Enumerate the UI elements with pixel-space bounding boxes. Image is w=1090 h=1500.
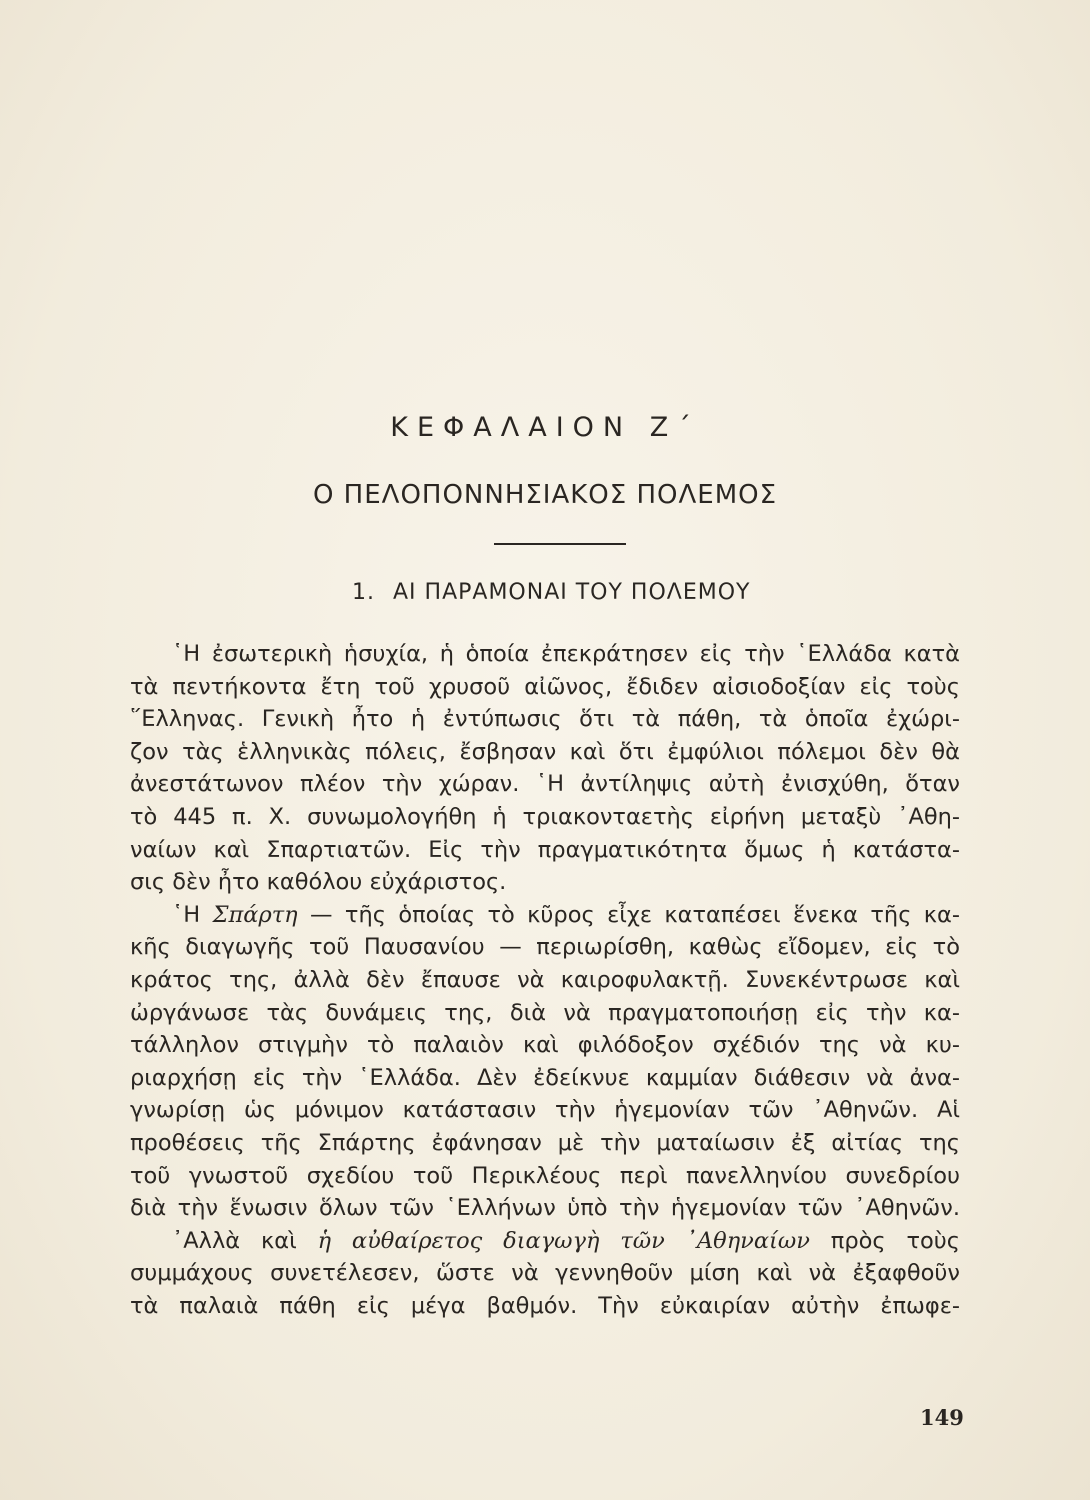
text-line: προθέσεις τῆς Σπάρτης ἐφάνησαν μὲ τὴν ματαίωσιν ἐξ αἰτίας της bbox=[130, 1129, 960, 1156]
text-run: ῾Η bbox=[172, 901, 213, 928]
text-line: τὰ παλαιὰ πάθη εἰς μέγα βαθμόν. Τὴν εὐκαιρίαν αὐτὴν ἐπωφε- bbox=[130, 1292, 960, 1319]
page-number: 149 bbox=[920, 1405, 964, 1430]
section-number: 1. bbox=[352, 580, 375, 605]
text-line: ζον τὰς ἑλληνικὰς πόλεις, ἔσβησαν καὶ ὅτι ἐμφύλιοι πόλεμοι δὲν θὰ bbox=[130, 738, 960, 765]
text-line: τὰ πεντήκοντα ἔτη τοῦ χρυσοῦ αἰῶνος, ἔδιδεν αἰσιοδοξίαν εἰς τοὺς bbox=[130, 673, 960, 700]
text-line: γνωρίσῃ ὡς μόνιμον κατάστασιν τὴν ἡγεμονίαν τῶν ᾿Αθηνῶν. Αἱ bbox=[130, 1097, 960, 1124]
text-line: ὠργάνωσε τὰς δυνάμεις της, διὰ νὰ πραγματοποιήσῃ εἰς τὴν κα- bbox=[130, 999, 960, 1026]
text-line: διὰ τὴν ἕνωσιν ὅλων τῶν ῾Ελλήνων ὑπὸ τὴν ἡγεμονίαν τῶν ᾿Αθηνῶν. bbox=[130, 1195, 960, 1222]
italic-term: Σπάρτη bbox=[212, 901, 298, 928]
text-run: ᾿Αλλὰ καὶ bbox=[172, 1227, 318, 1254]
text-line: σις δὲν ἦτο καθόλου εὐχάριστος. bbox=[130, 869, 507, 896]
text-run: πρὸς τοὺς bbox=[809, 1227, 960, 1254]
text-line: ἀνεστάτωνον πλέον τὴν χώραν. ῾Η ἀντίληψις αὐτὴ ἐνισχύθη, ὅταν bbox=[130, 771, 960, 798]
body-text bbox=[130, 638, 960, 1322]
text-line: ῞Ελληνας. Γενικὴ ἦτο ἡ ἐντύπωσις ὅτι τὰ πάθη, τὰ ὁποῖα ἐχώρι- bbox=[130, 706, 960, 733]
title-divider bbox=[494, 543, 626, 545]
section-heading bbox=[352, 580, 912, 605]
text-line: ναίων καὶ Σπαρτιατῶν. Εἰς τὴν πραγματικότητα ὅμως ἡ κατάστα- bbox=[130, 836, 960, 863]
text-line: κράτος της, ἀλλὰ δὲν ἔπαυσε νὰ καιροφυλακτῇ. Συνεκέντρωσε καὶ bbox=[130, 966, 960, 993]
text-line: τάλληλον στιγμὴν τὸ παλαιὸν καὶ φιλόδοξον σχέδιόν της νὰ κυ- bbox=[130, 1032, 960, 1059]
text-line bbox=[130, 1225, 960, 1258]
chapter-title: Ο ΠΕΛΟΠΟΝΝΗΣΙΑΚΟΣ ΠΟΛΕΜΟΣ bbox=[312, 480, 778, 510]
italic-term: ἡ αὐθαίρετος διαγωγὴ τῶν ᾿Αθηναίων bbox=[317, 1227, 810, 1254]
text-line bbox=[130, 899, 960, 932]
text-line: τὸ 445 π. Χ. συνωμολογήθη ἡ τριακονταετὴς εἰρήνη μεταξὺ ᾿Αθη- bbox=[130, 803, 960, 830]
text-run: — τῆς ὁποίας τὸ κῦρος εἶχε καταπέσει ἕνεκα τῆς κα- bbox=[297, 901, 961, 928]
section-title: ΑΙ ΠΑΡΑΜΟΝΑΙ ΤΟΥ ΠΟΛΕΜΟΥ bbox=[393, 580, 751, 605]
text-line: κῆς διαγωγῆς τοῦ Παυσανίου — περιωρίσθη, καθὼς εἴδομεν, εἰς τὸ bbox=[130, 934, 960, 961]
text-line: ριαρχήσῃ εἰς τὴν ῾Ελλάδα. Δὲν ἐδείκνυε καμμίαν διάθεσιν νὰ ἀνα- bbox=[130, 1064, 960, 1091]
text-line: τοῦ γνωστοῦ σχεδίου τοῦ Περικλέους περὶ πανελληνίου συνεδρίου bbox=[130, 1162, 960, 1189]
text-line: ῾Η ἐσωτερικὴ ἡσυχία, ἡ ὁποία ἐπεκράτησεν εἰς τὴν ῾Ελλάδα κατὰ bbox=[172, 641, 960, 667]
text-line: συμμάχους συνετέλεσεν, ὥστε νὰ γεννηθοῦν μίση καὶ νὰ ἐξαφθοῦν bbox=[130, 1260, 960, 1287]
chapter-label: ΚΕΦΑΛΑΙΟΝ Ζ΄ bbox=[390, 412, 700, 443]
